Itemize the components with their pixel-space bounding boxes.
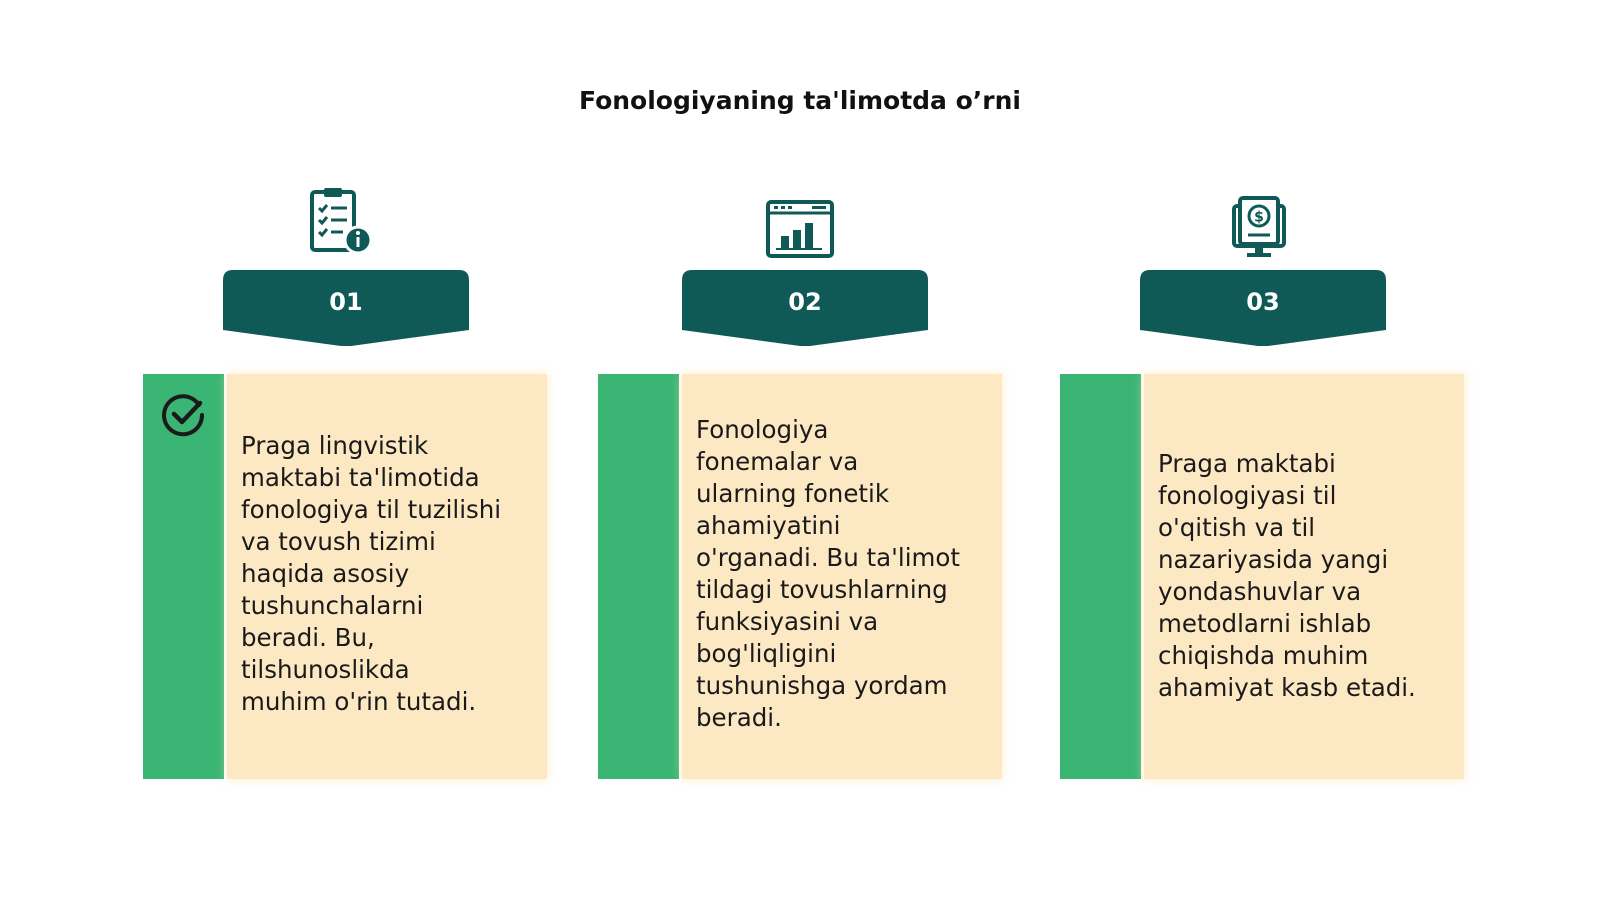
card-accent-strip: [1060, 374, 1141, 779]
card-accent-strip: [598, 374, 679, 779]
card-body: [1144, 374, 1464, 779]
card-text: Fonologiya fonemalar va ularning fonetik ahamiyatini o'rganadi. Bu ta'limot tildagi tovushlarning funksiyasini va bog'liqligini tushunishga yordam beradi.: [696, 415, 960, 732]
card-body: [227, 374, 547, 779]
card-body: [682, 374, 1002, 779]
step-number: 02: [788, 288, 822, 316]
step-number: 03: [1246, 288, 1280, 316]
step-card-3: [1060, 374, 1464, 779]
monitor-dollar-icon: [1226, 192, 1298, 264]
bar-chart-window-icon: [764, 192, 836, 264]
card-accent-strip: [143, 374, 224, 779]
card-text: Praga lingvistik maktabi ta'limotida fonologiya til tuzilishi va tovush tizimi haqida asosiy tushunchalarni beradi. Bu, tilshunoslikda muhim o'rin tutadi.: [241, 431, 502, 716]
check-circle-icon: [161, 392, 207, 438]
step-number: 01: [329, 288, 363, 316]
slide-title: Fonologiyaning ta'limotda o’rni: [579, 86, 1021, 115]
clipboard-checklist-info-icon: [306, 186, 378, 258]
step-card-1: [143, 374, 547, 779]
card-text: Praga maktabi fonologiyasi til o'qitish va til nazariyasida yangi yondashuvlar va metodlarni ishlab chiqishda muhim ahamiyat kasb etadi.: [1158, 449, 1416, 702]
step-badge-1: [223, 270, 469, 346]
svg-text:$: $: [1254, 209, 1264, 226]
step-badge-3: [1140, 270, 1386, 346]
step-badge-2: [682, 270, 928, 346]
step-card-2: [598, 374, 1002, 779]
